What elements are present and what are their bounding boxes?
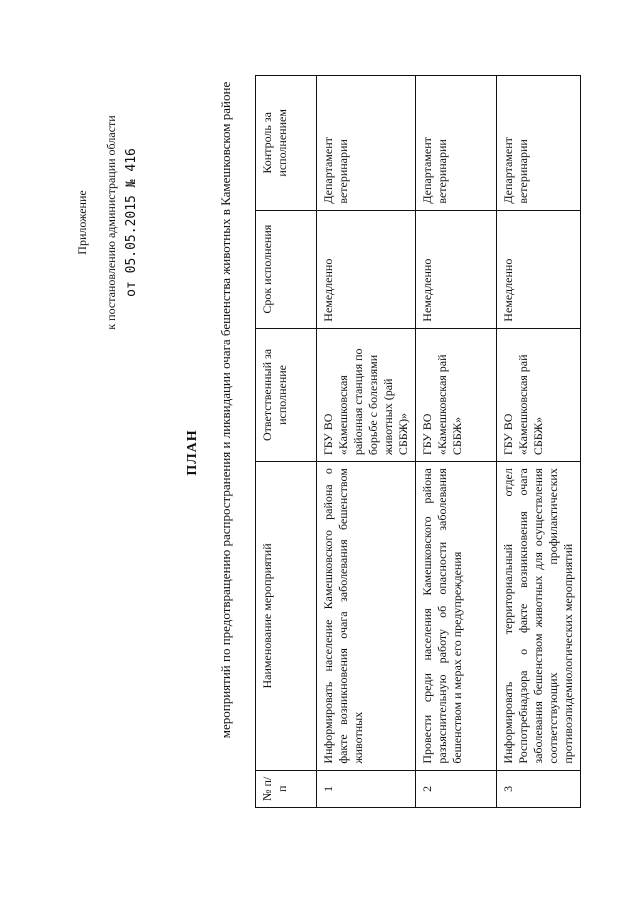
row-action: Информировать население Камешковского района о факте возникновения очага заболевания бешенством животных xyxy=(317,462,416,771)
row-action: Провести среди населения Камешковского района разъяснительную работу об опасности заболевания бешенством и мерах его предупреждения xyxy=(416,462,497,771)
header-action: Наименование мероприятий xyxy=(256,462,317,771)
row-number: 3 xyxy=(497,770,581,807)
resolution-reference: к постановлению администрации области xyxy=(104,115,118,330)
table-row xyxy=(497,76,581,808)
row-number: 2 xyxy=(416,770,497,807)
row-deadline: Немедленно xyxy=(317,210,416,328)
document-title: ПЛАН xyxy=(185,429,200,476)
row-responsible: ГБУ ВО «Камешковская рай СББЖ» xyxy=(497,328,581,461)
row-control: Департамент ветеринарии xyxy=(317,76,416,211)
row-action: Информировать территориальный отдел Роспотребнадзора о факте возникновения очага заболевания бешенством животных для осуществления соответствующих профилактических противоэпидемиологических мероприятий xyxy=(497,462,581,771)
header-responsible: Ответственный за исполнение xyxy=(256,328,317,461)
header-deadline: Срок исполнения xyxy=(256,210,317,328)
header-control: Контроль за исполнением xyxy=(256,76,317,211)
table-row xyxy=(416,76,497,808)
row-responsible: ГБУ ВО «Камешковская рай СББЖ» xyxy=(416,328,497,461)
row-deadline: Немедленно xyxy=(497,210,581,328)
appendix-label: Приложение xyxy=(75,190,89,255)
table-header-row xyxy=(256,76,317,808)
table-row xyxy=(317,76,416,808)
header-number: № п/п xyxy=(256,770,317,807)
row-control: Департамент ветеринарии xyxy=(416,76,497,211)
row-number: 1 xyxy=(317,770,416,807)
row-control: Департамент ветеринарии xyxy=(497,76,581,211)
row-deadline: Немедленно xyxy=(416,210,497,328)
plan-table xyxy=(255,75,581,808)
document-subtitle: мероприятий по предотвращению распространения и ликвидации очага бешенства животных в Камешковском районе xyxy=(218,81,233,739)
resolution-date-number: от 05.05.2015 № 416 xyxy=(124,148,139,297)
row-responsible: ГБУ ВО «Камешковская районная станция по борьбе с болезнями животных (рай СББЖ)» xyxy=(317,328,416,461)
